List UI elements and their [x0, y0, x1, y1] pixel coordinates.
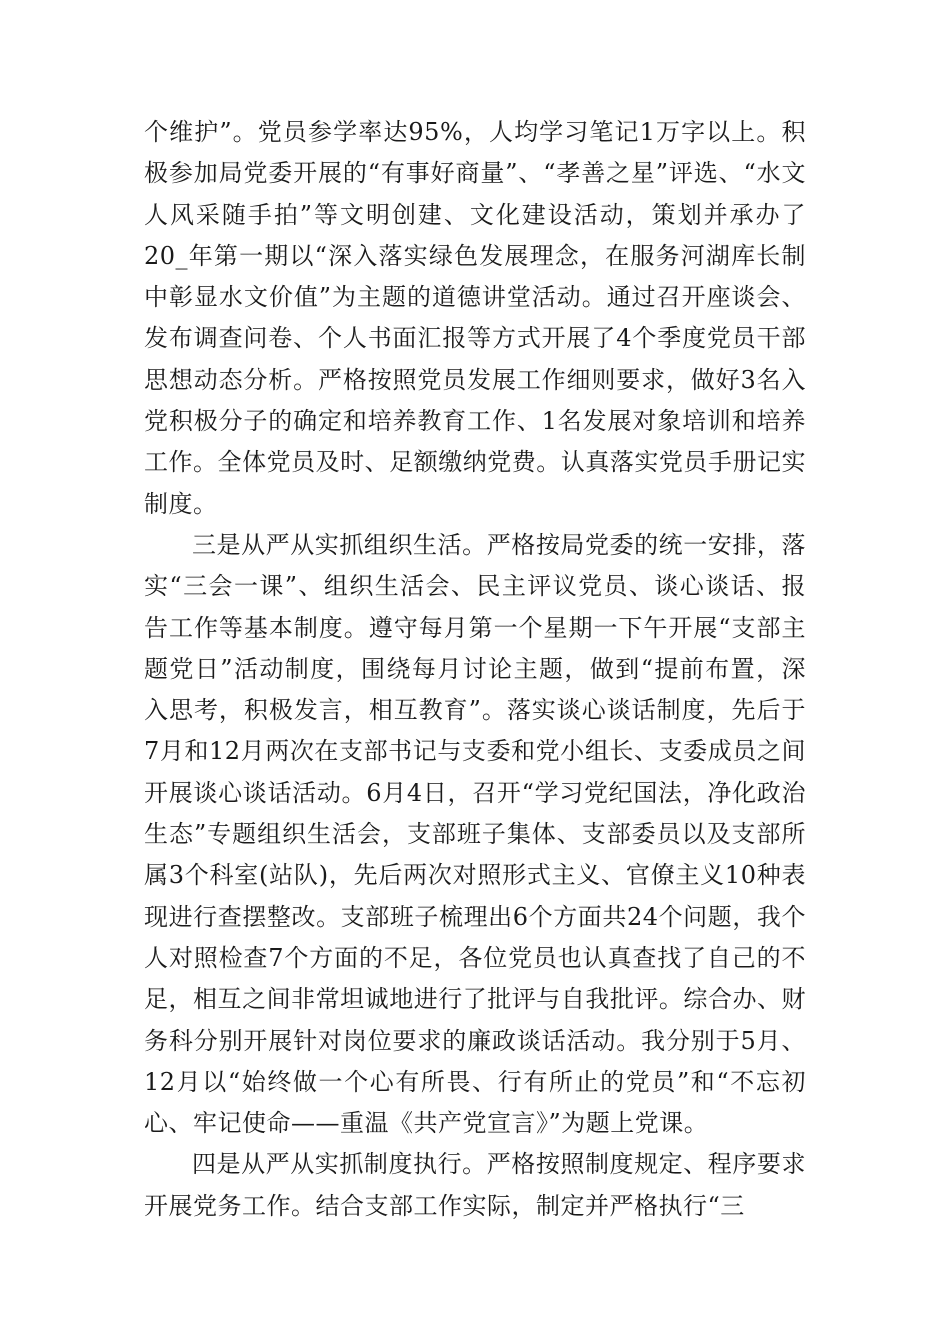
paragraph-system-execution: 四是从严从实抓制度执行。严格按照制度规定、程序要求开展党务工作。结合支部工作实际，制定并严格执行“三	[144, 1150, 806, 1220]
paragraph-continuation: 个维护”。党员参学率达95%，人均学习笔记1万字以上。积极参加局党委开展的“有事好商量”、“孝善之星”评选、“水文人风采随手拍”等文明创建、文化建设活动，策划并承办了20_年第一期以“深入落实绿色发展理念，在服务河湖库长制中彰显水文价值”为主题的道德讲堂活动。通过召开座谈会、发布调查问卷、个人书面汇报等方式开展了4个季度党员干部思想动态分析。严格按照党员发展工作细则要求，做好3名入党积极分子的确定和培养教育工作、1名发展对象培训和培养工作。全体党员及时、足额缴纳党费。认真落实党员手册记实制度。	[144, 118, 806, 518]
paragraph-organizational-life: 三是从严从实抓组织生活。严格按局党委的统一安排，落实“三会一课”、组织生活会、民主评议党员、谈心谈话、报告工作等基本制度。遵守每月第一个星期一下午开展“支部主题党日”活动制度，围绕每月讨论主题，做到“提前布置，深入思考，积极发言，相互教育”。落实谈心谈话制度，先后于7月和12月两次在支部书记与支委和党小组长、支委成员之间开展谈心谈话活动。6月4日，召开“学习党纪国法，净化政治生态”专题组织生活会，支部班子集体、支部委员以及支部所属3个科室(站队)，先后两次对照形式主义、官僚主义10种表现进行查摆整改。支部班子梳理出6个方面共24个问题，我个人对照检查7个方面的不足，各位党员也认真查找了自己的不足，相互之间非常坦诚地进行了批评与自我批评。综合办、财务科分别开展针对岗位要求的廉政谈话活动。我分别于5月、12月以“始终做一个心有所畏、行有所止的党员”和“不忘初心、牢记使命——重温《共产党宣言》”为题上党课。	[144, 530, 806, 1138]
body-text	[144, 112, 806, 1227]
